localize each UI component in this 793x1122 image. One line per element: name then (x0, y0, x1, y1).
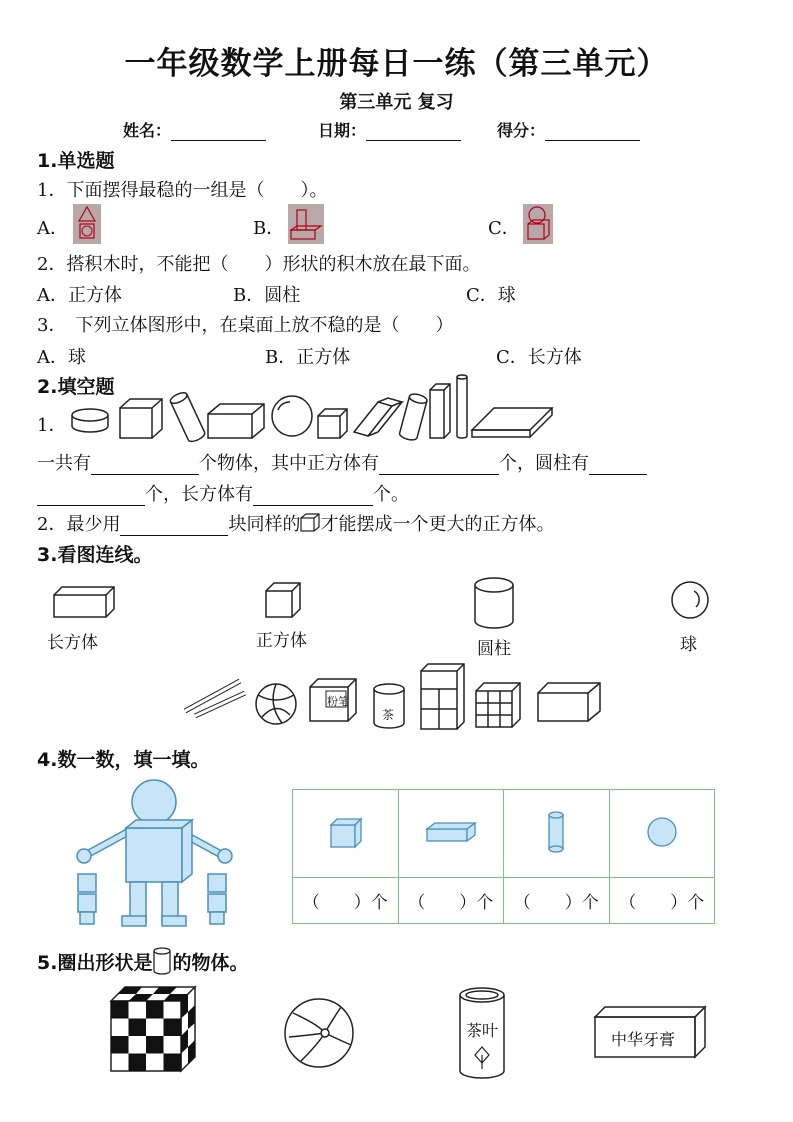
blue-cylinder-icon (544, 810, 568, 854)
fill-q1-text-a: 一共有 (37, 453, 91, 474)
robot-image (72, 776, 242, 930)
cuboid-shape-icon (54, 587, 114, 617)
flat-cuboid-icon (472, 408, 552, 437)
name-blank[interactable] (171, 140, 266, 141)
cylinder-on-cuboid-icon (288, 204, 324, 244)
q1-option-a-label: A． (37, 218, 68, 239)
robot-head-sphere (132, 780, 176, 824)
count-table (292, 789, 715, 924)
cube-count-blank[interactable] (379, 474, 499, 475)
total-blank[interactable] (91, 474, 199, 475)
cylinder-count-blank[interactable] (589, 474, 647, 475)
option-b-image (288, 204, 324, 244)
cuboid-cell (398, 790, 504, 878)
q1-option-c[interactable] (488, 214, 520, 240)
date-field[interactable] (318, 118, 461, 141)
section3-title: 3.看图连线。 (37, 544, 153, 566)
page-title: 一年级数学上册每日一练（第三单元） (124, 46, 669, 82)
small-cube-inline-icon (300, 513, 320, 533)
section1-title: 1.单选题 (37, 150, 115, 172)
cylinder-count-blank-cont[interactable] (37, 505, 145, 506)
q1-option-b-label: B． (253, 218, 285, 239)
section5-title (37, 947, 248, 975)
fill-q1-text-b: 个物体，其中正方体有 (199, 453, 379, 474)
cube-count-cell[interactable]: （ ）个 (293, 878, 399, 924)
blue-sphere-icon (645, 815, 679, 849)
q1-option-c-label: C． (488, 218, 520, 239)
tilted-cuboid-icon (354, 398, 402, 436)
beach-ball-icon (285, 999, 353, 1067)
tall-cylinder-icon (457, 375, 467, 438)
score-field[interactable] (497, 118, 640, 141)
q3-option-a[interactable]: A．球 (37, 347, 86, 368)
fill-q1-number: 1． (37, 415, 67, 436)
q2-option-a[interactable]: A．正方体 (37, 285, 122, 306)
robot-body-cube (126, 828, 182, 882)
date-blank[interactable] (366, 140, 461, 141)
flat-cylinder-icon (72, 409, 108, 432)
tilted-cylinder-icon (169, 391, 206, 444)
tall-cuboid-icon (430, 384, 450, 438)
chopsticks-icon (185, 681, 245, 716)
tea-can-small-label: 茶 (382, 708, 395, 722)
q1-option-a[interactable] (37, 214, 68, 240)
fill-q2-text-a: 2．最少用 (37, 514, 121, 535)
fill-q2-line (37, 510, 554, 536)
cylinder-shape-icon (475, 578, 513, 628)
section2-title: 2.填空题 (37, 376, 115, 398)
option-c-image (523, 204, 553, 244)
toothpaste-label: 中华牙膏 (611, 1030, 676, 1049)
volleyball-icon (256, 684, 296, 724)
cube-shape-icon (266, 583, 300, 617)
cylinder-count-cell[interactable]: （ ）个 (504, 878, 610, 924)
rubiks-cube-icon (476, 683, 520, 727)
fill-q1-line2 (37, 480, 409, 506)
fill-q1-line1 (37, 449, 647, 475)
blue-cuboid-icon (423, 819, 479, 845)
q3-option-b[interactable]: B．正方体 (265, 347, 351, 368)
cuboid-count-blank[interactable] (253, 505, 373, 506)
label-cube: 正方体 (256, 631, 307, 651)
section4-title: 4.数一数，填一填。 (37, 749, 210, 771)
sphere-cell (609, 790, 715, 878)
name-label: 姓名： (123, 121, 172, 140)
box-icon (538, 683, 600, 721)
sphere-icon (272, 396, 312, 436)
q2-option-b[interactable]: B．圆柱 (233, 285, 301, 306)
small-cube-icon (318, 409, 347, 438)
cuboid-count-cell[interactable]: （ ）个 (398, 878, 504, 924)
sphere-on-cube-icon (523, 204, 553, 244)
fill-q1-text-c: 个，圆柱有 (499, 453, 589, 474)
label-sphere: 球 (680, 635, 697, 655)
q1-text: 1．下面摆得最稳的一组是（ ）。 (37, 180, 328, 201)
date-label: 日期： (318, 121, 367, 140)
section5-title-b: 的物体。 (172, 952, 249, 974)
section5-title-a: 5.圈出形状是 (37, 952, 153, 974)
sphere-shape-icon (672, 582, 708, 618)
cube-cell (293, 790, 399, 878)
fill-q1-text-d: 个，长方体有 (145, 484, 253, 505)
cube-icon (120, 399, 162, 438)
checker-cube-icon (111, 987, 195, 1071)
cylinder-cell (504, 790, 610, 878)
blue-cube-icon (325, 815, 365, 849)
cuboid-icon (208, 404, 264, 438)
pyramid-on-cube-icon (73, 204, 101, 244)
option-a-image (73, 204, 101, 244)
label-cuboid: 长方体 (47, 633, 98, 653)
q1-option-b[interactable] (253, 214, 284, 240)
tea-can-label: 茶叶 (466, 1021, 499, 1040)
q3-text: 3． 下列立体图形中，在桌面上放不稳的是（ ） (37, 315, 454, 336)
cabinet-icon (421, 664, 464, 729)
label-cylinder: 圆柱 (477, 639, 511, 659)
q3-option-c[interactable]: C．长方体 (496, 347, 582, 368)
page-subtitle: 第三单元 复习 (339, 92, 454, 113)
name-field[interactable] (123, 118, 266, 141)
cylinder-inline-icon (152, 947, 172, 975)
min-cubes-blank[interactable] (120, 535, 228, 536)
chalk-box-label: 粉笔 (327, 695, 349, 708)
fill-q1-text-e: 个。 (373, 484, 409, 505)
score-label: 得分： (497, 121, 546, 140)
fill-q2-text-c: 才能摆成一个更大的正方体。 (320, 514, 555, 535)
score-blank[interactable] (545, 140, 640, 141)
tilted-cylinder-icon-2 (399, 392, 428, 441)
solids-row-image (68, 372, 558, 442)
sphere-count-cell[interactable]: （ ）个 (609, 878, 715, 924)
q2-text: 2．搭积木时，不能把（ ）形状的积木放在最下面。 (37, 254, 481, 275)
fill-q2-text-b: 块同样的 (228, 514, 301, 535)
q2-option-c[interactable]: C．球 (466, 285, 516, 306)
